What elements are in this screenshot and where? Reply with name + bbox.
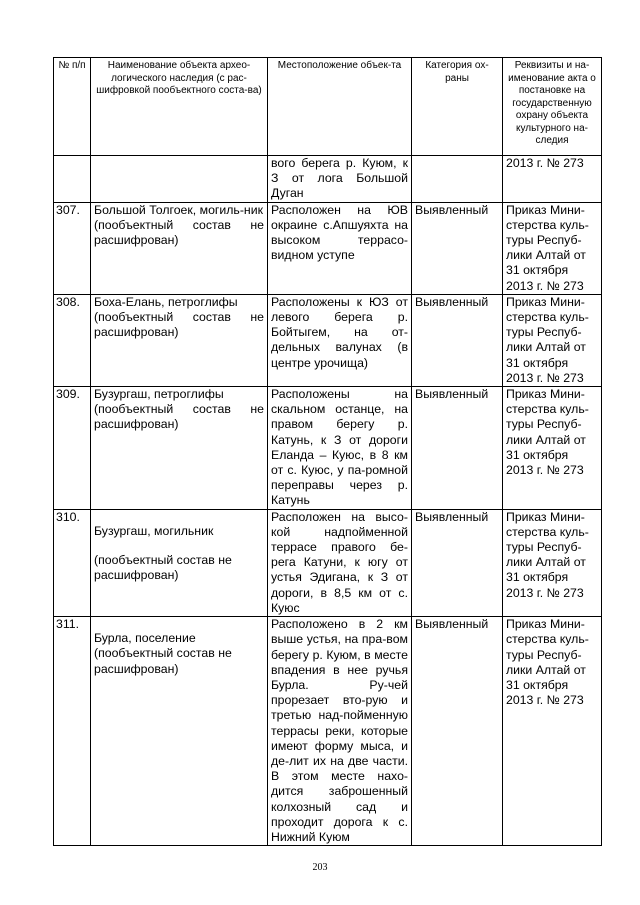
row-name-cell <box>91 294 268 386</box>
table-header-row <box>54 58 602 156</box>
page-number: 203 <box>312 862 328 873</box>
row-requisites: Приказ Мини-стерства куль-туры Респуб-лики Алтай от 31 октября 2013 г. № 273 <box>503 294 602 386</box>
row-category <box>412 156 503 203</box>
table-row <box>54 387 602 510</box>
table-row <box>54 156 602 203</box>
row-name-sub: (пообъектный состав не расшифрован) <box>94 402 264 432</box>
table-row <box>54 509 602 616</box>
table-row <box>54 202 602 294</box>
header-category: Категория ох-раны <box>412 58 503 156</box>
row-location: Расположены к ЮЗ от левого берега р. Бойтыгем, на от-дельных валунах (в центре урочища) <box>268 294 412 386</box>
row-requisites: Приказ Мини-стерства куль-туры Респуб-лики Алтай от 31 октября 2013 г. № 273 <box>503 509 602 616</box>
header-name: Наименование объекта архео-логического наследия (с рас-шифровкой пообъектного соста-ва) <box>91 58 268 156</box>
row-num: 309. <box>54 387 91 510</box>
row-num <box>54 156 91 203</box>
row-name-cell <box>91 509 268 616</box>
row-name: Бузургаш, могильник <box>94 523 214 538</box>
table-row <box>54 294 602 386</box>
row-name: Боха-Елань, петроглифы <box>94 294 238 309</box>
header-num: № п/п <box>54 58 91 156</box>
row-name-cell <box>91 156 268 203</box>
row-requisites: Приказ Мини-стерства куль-туры Респуб-лики Алтай от 31 октября 2013 г. № 273 <box>503 387 602 510</box>
row-category: Выявленный <box>412 617 503 846</box>
row-num: 310. <box>54 509 91 616</box>
row-name-sub: (пообъектный состав не расшифрован) <box>94 310 264 340</box>
row-name-cell <box>91 202 268 294</box>
row-location: Расположены на скальном останце, на правом берегу р. Катунь, к З от дороги Еланда – Куюс, в 8 км от с. Куюс, у па-ромной переправы через р. Катунь <box>268 387 412 510</box>
row-location: Расположено в 2 км выше устья, на пра-вом берегу р. Куюм, в месте впадения в нее ручья Бурла. Ру-чей прорезает вто-рую и третью над-пойменную террасы реки, которые имеют форму мыса, и де-лит их на две части. В этом месте нахо-дится заброшенный колхозный сад и проходит дорога к с. Нижний Куюм <box>268 617 412 846</box>
header-requisites: Реквизиты и на-именование акта о постановке на государственную охрану объекта культурного на-следия <box>503 58 602 156</box>
row-requisites: Приказ Мини-стерства куль-туры Респуб-лики Алтай от 31 октября 2013 г. № 273 <box>503 617 602 846</box>
table-row <box>54 617 602 846</box>
row-name-cell <box>91 617 268 846</box>
row-category: Выявленный <box>412 202 503 294</box>
row-num: 308. <box>54 294 91 386</box>
row-name-sub: (пообъектный состав не расшифрован) <box>94 552 232 583</box>
row-name-sub: (пообъектный состав не расшифрован) <box>94 646 232 676</box>
row-num: 307. <box>54 202 91 294</box>
row-requisites: Приказ Мини-стерства куль-туры Респуб-лики Алтай от 31 октября 2013 г. № 273 <box>503 202 602 294</box>
header-location: Местоположение объек-та <box>268 58 412 156</box>
row-category: Выявленный <box>412 294 503 386</box>
heritage-table <box>53 57 602 846</box>
row-name-cell <box>91 387 268 510</box>
row-num: 311. <box>54 617 91 846</box>
row-category: Выявленный <box>412 509 503 616</box>
row-requisites: 2013 г. № 273 <box>503 156 602 203</box>
row-location: Расположен на ЮВ окраине с.Апшуяхта на высоком террасо-видном уступе <box>268 202 412 294</box>
row-name-sub: (пообъектный состав не расшифрован) <box>94 217 264 248</box>
row-location: вого берега р. Куюм, к З от лога Большой Дуган <box>268 156 412 203</box>
row-name: Бурла, поселение <box>94 631 196 646</box>
row-category: Выявленный <box>412 387 503 510</box>
row-name: Бузургаш, петроглифы <box>94 387 224 402</box>
row-name: Большой Толгоек, могиль-ник <box>94 202 263 217</box>
row-location: Расположен на высо-кой надпойменной террасе правого бе-рега Катуни, к югу от устья Эдигана, к З от дороги, в 8,5 км от с. Куюс <box>268 509 412 616</box>
